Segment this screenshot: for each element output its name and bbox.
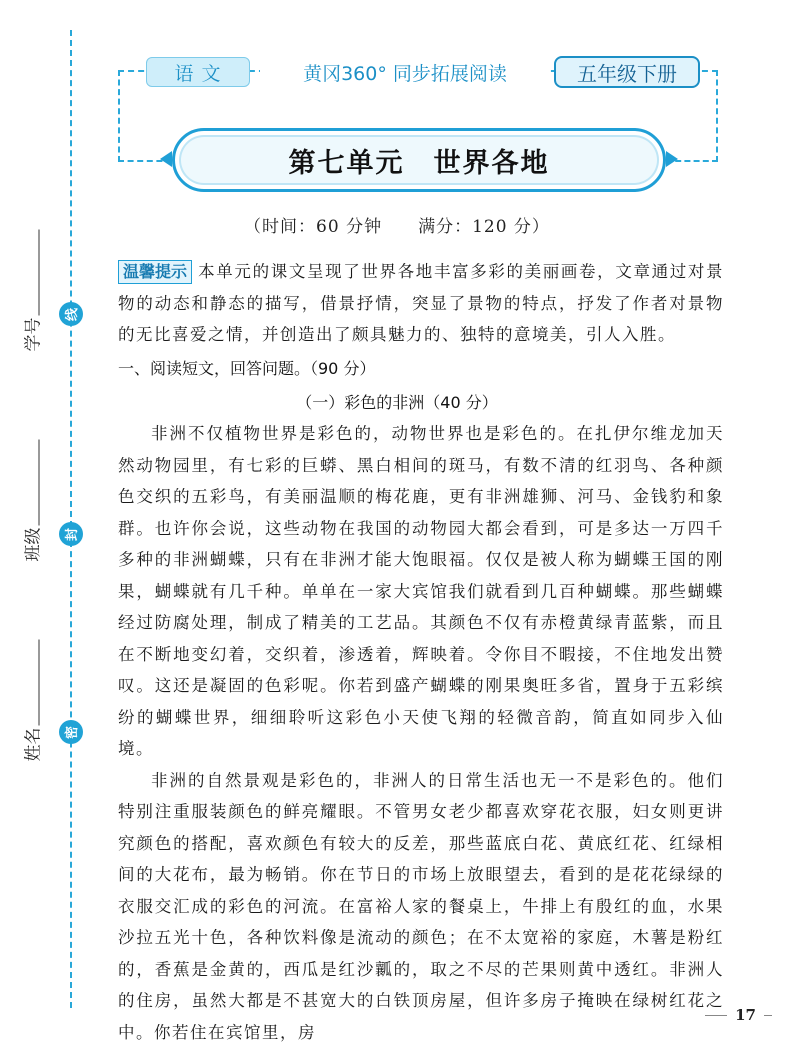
seal-mi: 密 [59,720,83,744]
field-label: 姓名 [19,727,44,761]
section-heading: 一、阅读短文，回答问题。（90 分） [118,356,375,379]
binding-dashed-line [70,30,72,1008]
banner-arrow-right-icon [666,151,678,167]
time-info: （时间：60 分钟 满分：120 分） [0,212,794,237]
tip-label: 温馨提示 [118,260,192,284]
tip-box [118,256,724,351]
page-dash [764,1015,772,1016]
unit-title: 第七单元 世界各地 [172,128,666,192]
class-field[interactable] [18,430,44,570]
field-label: 学号 [19,317,44,351]
tip-text: 本单元的课文呈现了世界各地丰富多彩的美丽画卷，文章通过对景物的动态和静态的描写，借景抒情，突显了景物的特点，抒发了作者对景物的无比喜爱之情，并创造出了颇具魅力的、独特的意境美，引人入胜。 [118,262,724,344]
page-number [705,1006,772,1024]
student-id-field[interactable] [18,220,44,360]
grade-tag: 五年级下册 [554,56,700,88]
series-title: 黄冈360° 同步拓展阅读 [260,57,550,87]
name-field[interactable] [18,630,44,770]
seal-xian: 线 [59,302,83,326]
banner-arrow-left-icon [160,151,172,167]
page-number-text: 17 [735,1006,756,1024]
passage-title: （一）彩色的非洲（40 分） [0,390,794,413]
field-underline[interactable] [38,229,40,315]
page-dash [705,1015,727,1016]
passage-body [118,418,724,1048]
field-underline[interactable] [38,439,40,525]
paragraph: 非洲的自然景观是彩色的，非洲人的日常生活也无一不是彩色的。他们特别注重服装颜色的鲜亮耀眼。不管男女老少都喜欢穿花衣服，妇女则更讲究颜色的搭配，喜欢颜色有较大的反差，那些蓝底白花、黄底红花、红绿相间的大花布，最为畅销。你在节日的市场上放眼望去，看到的是花花绿绿的衣服交汇成的彩色的河流。在富裕人家的餐桌上，牛排上有殷红的血，水果沙拉五光十色，各种饮料像是流动的颜色；在不太宽裕的家庭，木薯是粉红的，香蕉是金黄的，西瓜是红沙瓤的，取之不尽的芒果则黄中透红。非洲人的住房，虽然大都是不甚宽大的白铁顶房屋，但许多房子掩映在绿树红花之中。你若住在宾馆里，房 [118,765,724,1048]
seal-feng: 封 [59,522,83,546]
subject-tag: 语 文 [146,57,250,87]
paragraph: 非洲不仅植物世界是彩色的，动物世界也是彩色的。在扎伊尔维龙加天然动物园里，有七彩的巨蟒、黑白相间的斑马，有数不清的红羽鸟、各种颜色交织的五彩鸟，有美丽温顺的梅花鹿，更有非洲雄狮、河马、金钱豹和象群。也许你会说，这些动物在我国的动物园大都会看到，可是多达一万四千多种的非洲蝴蝶，只有在非洲才能大饱眼福。仅仅是被人称为蝴蝶王国的刚果，蝴蝶就有几千种。单单在一家大宾馆我们就看到几百种蝴蝶。那些蝴蝶经过防腐处理，制成了精美的工艺品。其颜色不仅有赤橙黄绿青蓝紫，而且在不断地变幻着，交织着，渗透着，辉映着。令你目不暇接，不住地发出赞叹。这还是凝固的色彩呢。你若到盛产蝴蝶的刚果奥旺多省，置身于五彩缤纷的蝴蝶世界，细细聆听这彩色小天使飞翔的轻微音韵，简直如同步入仙境。 [118,418,724,765]
field-label: 班级 [19,527,44,561]
field-underline[interactable] [38,639,40,725]
